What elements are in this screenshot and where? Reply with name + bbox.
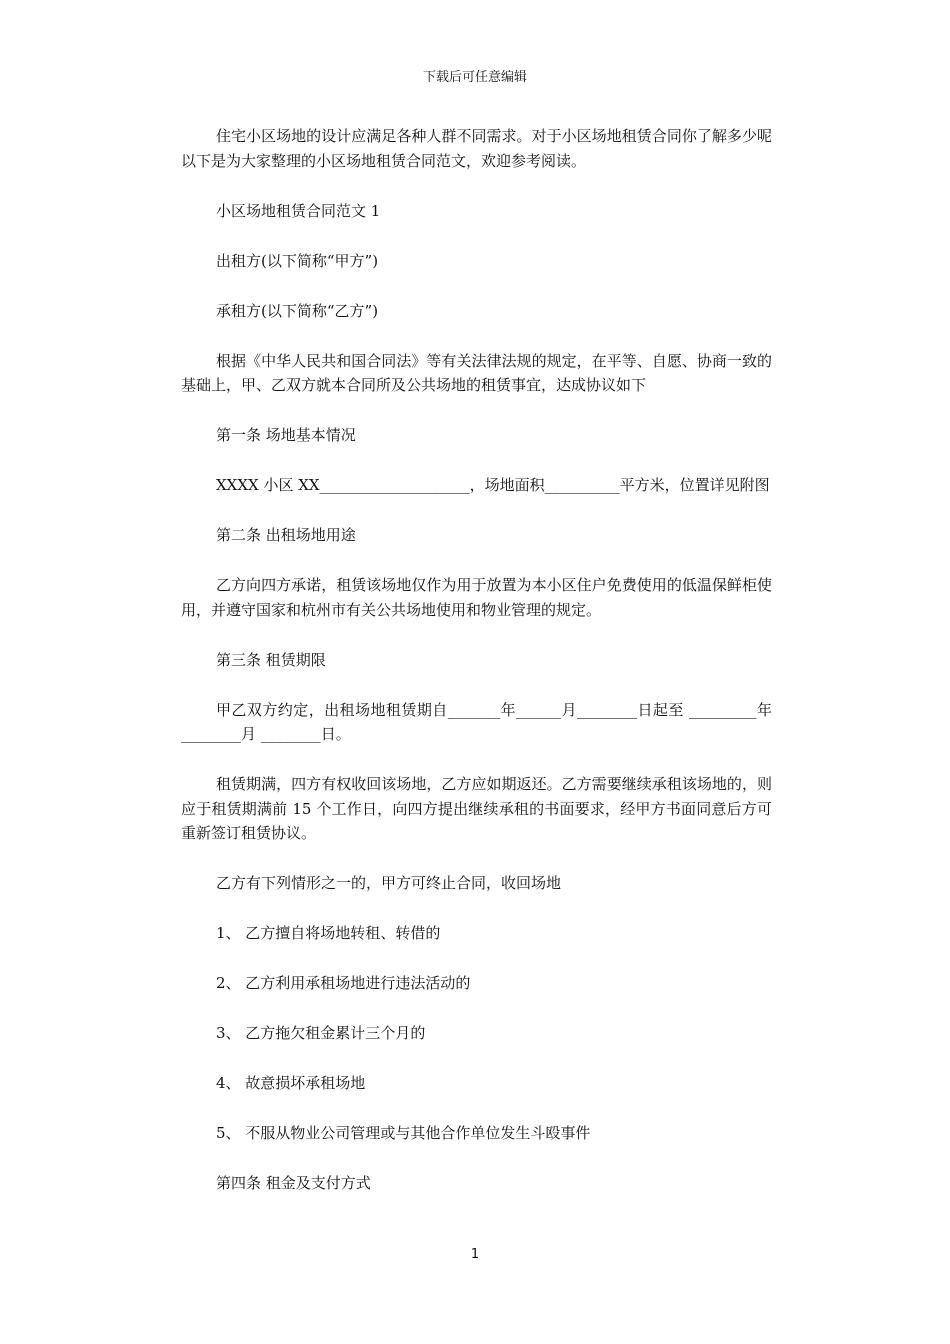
lessor-line: 出租方(以下简称“甲方”) [216, 251, 379, 270]
list-item: 2、 乙方利用承租场地进行违法活动的 [216, 974, 471, 992]
article-4-heading: 第四条 租金及支付方式 [216, 1174, 371, 1192]
preamble-paragraph: 根据《中华人民共和国合同法》等有关法律法规的规定，在平等、自愿、协商一致的基础上，甲、乙双方就本合同所及公共场地的租赁事宜，达成协议如下 [181, 351, 772, 394]
article-2-body: 乙方向四方承诺，租赁该场地仅作为用于放置为本小区住户免费使用的低温保鲜柜使用，并遵守国家和杭州市有关公共场地使用和物业管理的规定。 [181, 576, 772, 619]
article-1-heading: 第一条 场地基本情况 [216, 426, 356, 444]
article-3-term: 甲乙双方约定，出租场地租赁期自_______年______月________日起至 _________年________月 ________日。 [181, 700, 772, 743]
termination-intro: 乙方有下列情形之一的，甲方可终止合同，收回场地 [216, 874, 562, 892]
page-header: 下载后可任意编辑 [422, 70, 527, 85]
page-number: 1 [470, 1247, 480, 1262]
list-item: 3、 乙方拖欠租金累计三个月的 [216, 1024, 426, 1042]
article-3-renewal: 租赁期满，四方有权收回该场地，乙方应如期返还。乙方需要继续承租该场地的，则应于租赁期满前 15 个工作日，向四方提出继续承租的书面要求，经甲方书面同意后方可重新签订租赁协议。 [181, 775, 772, 842]
list-item: 4、 故意损坏承租场地 [216, 1074, 366, 1092]
intro-paragraph: 住宅小区场地的设计应满足各种人群不同需求。对于小区场地租赁合同你了解多少呢以下是为大家整理的小区场地租赁合同范文，欢迎参考阅读。 [181, 127, 772, 170]
contract-title: 小区场地租赁合同范文 1 [216, 201, 381, 220]
list-item: 1、 乙方擅自将场地转租、转借的 [216, 924, 441, 942]
list-item: 5、 不服从物业公司管理或与其他合作单位发生斗殴事件 [216, 1124, 591, 1142]
article-1-body: XXXX 小区 XX____________________，场地面积__________平方米，位置详见附图 [216, 476, 770, 494]
lessee-line: 承租方(以下简称“乙方”) [216, 301, 379, 320]
article-3-heading: 第三条 租赁期限 [216, 650, 326, 669]
article-2-heading: 第二条 出租场地用途 [216, 526, 356, 544]
document-body [181, 124, 772, 1196]
